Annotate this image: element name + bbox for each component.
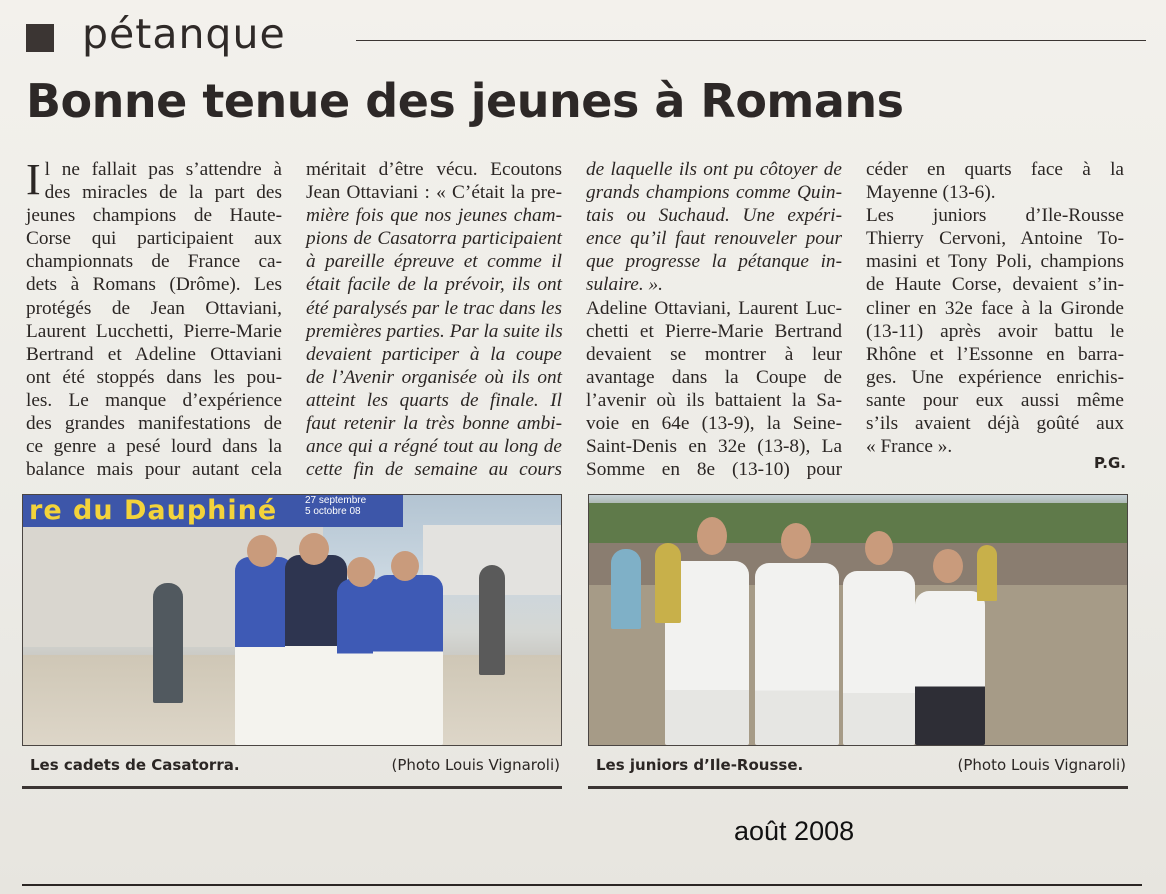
text-line: ence qu’il faut renouveler pour: [586, 228, 842, 250]
player-figure: [373, 575, 443, 745]
text-line: des grandes manifestations de: [26, 413, 282, 435]
dropcap: I: [26, 155, 41, 204]
banner-text: re du Dauphiné: [29, 495, 278, 526]
text-line: (13-11) après avoir battu le: [866, 320, 1124, 342]
text-line: jeunes champions de Haute-: [26, 205, 282, 227]
text-line: voie en 64e (13-9), la Seine-: [586, 413, 842, 435]
text-line: Bertrand et Adeline Ottaviani: [26, 343, 282, 365]
text-line: Les juniors d’Ile-Rousse: [866, 205, 1124, 227]
banner-date-start: 27 septembre: [305, 495, 367, 506]
text-line: tais ou Suchaud. Une expéri-: [586, 205, 842, 227]
text-line: sulaire. ».: [586, 274, 663, 296]
photo-juniors: [588, 494, 1128, 746]
bystander-figure: [611, 549, 641, 629]
text-line: ges. Une expérience enrichis-: [866, 366, 1124, 388]
text-line: de l’Avenir organisée où ils ont: [306, 366, 562, 388]
text-line: l’avenir où ils battaient la Sa-: [586, 389, 842, 411]
player-head: [347, 557, 375, 587]
text-line: Thierry Cervoni, Antoine To-: [866, 228, 1124, 250]
article-column-4: [866, 158, 1124, 458]
photo-credit: (Photo Louis Vignaroli): [391, 756, 560, 774]
banner-dates: [305, 495, 366, 517]
player-head: [933, 549, 963, 583]
text-line: Somme en 8e (13-10) pour: [586, 459, 842, 481]
text-line: sante pour eux aussi même: [866, 389, 1124, 411]
text-line: devaient se montrer à leur: [586, 343, 842, 365]
text-line: méritait d’être vécu. Ecoutons: [306, 159, 562, 180]
banner-date-end: 5 octobre 08: [305, 506, 361, 517]
bottom-rule: [22, 884, 1142, 886]
text-line: premières parties. Par la suite ils: [306, 320, 563, 342]
photo-banner: [23, 495, 403, 527]
player-figure: [755, 563, 839, 745]
text-line: Corse qui participaient aux: [26, 228, 282, 250]
text-line: protégés de Jean Ottaviani,: [26, 297, 282, 319]
text-line: Laurent Lucchetti, Pierre-Marie: [26, 320, 282, 342]
rubric-rule: [356, 40, 1146, 41]
text-line: ance qui a régné tout au long de: [306, 436, 562, 458]
text-line: Adeline Ottaviani, Laurent Luc-: [586, 297, 842, 319]
player-head: [247, 535, 277, 567]
text-line: avantage dans la Coupe de: [586, 366, 842, 388]
section-rubric: [26, 10, 1126, 64]
player-head: [299, 533, 329, 565]
text-line: Saint-Denis en 32e (13-8), La: [586, 436, 842, 458]
text-line: à pareille épreuve et comme il: [306, 251, 562, 273]
text-line: chetti et Pierre-Marie Bertrand: [586, 320, 842, 342]
text-line: les. Le manque d’expérience: [26, 389, 282, 411]
author-signature: P.G.: [1094, 454, 1126, 472]
text-line: Rhône et l’Essonne en barra-: [866, 343, 1124, 365]
text-line: cliner en 32e face à la Gironde: [866, 297, 1124, 319]
text-line: championnats de France ca-: [26, 251, 282, 273]
text-line: mière fois que nos jeunes cham-: [306, 205, 562, 227]
photo-cadets: [22, 494, 562, 746]
text-line: balance mais pour autant cela: [26, 459, 282, 481]
text-line: cette fin de semaine au cours: [306, 459, 562, 481]
text-line: devaient participer à la coupe: [306, 343, 562, 365]
text-line: Mayenne (13-6).: [866, 182, 996, 204]
player-head: [697, 517, 727, 555]
text-line: dets à Romans (Drôme). Les: [26, 274, 282, 296]
text-line: « France ».: [866, 436, 953, 458]
text-line: de Haute Corse, devaient s’in-: [866, 274, 1124, 296]
bystander-figure: [153, 583, 183, 703]
bystander-figure: [655, 543, 681, 623]
player-head: [781, 523, 811, 559]
text-line: des miracles de la part des: [44, 182, 282, 204]
photo-credit: (Photo Louis Vignaroli): [957, 756, 1126, 774]
text-line: pions de Casatorra participaient: [306, 228, 562, 250]
text-line: Jean Ottaviani : « C’était la pre-: [306, 182, 562, 204]
player-head: [865, 531, 893, 565]
caption-title: Les cadets de Casatorra.: [30, 756, 240, 774]
article-column-2: [306, 158, 562, 481]
text-line: faut retenir la très bonne ambi-: [306, 413, 562, 435]
text-line: que progresse la pétanque in-: [586, 251, 842, 273]
bystander-figure: [977, 545, 997, 601]
text-line: céder en quarts face à la: [866, 159, 1124, 180]
photo-caption-cadets: [22, 746, 562, 789]
text-line: ce genre a pesé lourd dans la: [26, 436, 282, 458]
text-line: atteint les quarts de finale. Il: [306, 389, 562, 411]
player-head: [391, 551, 419, 581]
photo-caption-juniors: [588, 746, 1128, 789]
text-line: l ne fallait pas s’attendre à: [44, 159, 282, 180]
text-line: s’ils avaient déjà goûté aux: [866, 413, 1124, 435]
player-figure: [915, 591, 985, 745]
text-line: été paralysés par le trac dans les: [306, 297, 562, 319]
text-line: ont été stoppés dans les pou-: [26, 366, 282, 388]
headline: Bonne tenue des jeunes à Romans: [26, 74, 904, 128]
player-figure: [843, 571, 915, 745]
rubric-label: pétanque: [82, 10, 286, 58]
text-line: masini et Tony Poli, champions: [866, 251, 1124, 273]
text-line: était facile de la prévoir, ils ont: [306, 274, 562, 296]
photo-hedge: [589, 503, 1127, 543]
date-note: août 2008: [734, 816, 855, 846]
text-line: de laquelle ils ont pu côtoyer de: [586, 159, 842, 180]
bystander-figure: [479, 565, 505, 675]
article-column-3: [586, 158, 842, 481]
article-column-1: [26, 155, 282, 481]
rubric-square-icon: [26, 24, 54, 52]
text-line: grands champions comme Quin-: [586, 182, 842, 204]
caption-title: Les juniors d’Ile-Rousse.: [596, 756, 804, 774]
